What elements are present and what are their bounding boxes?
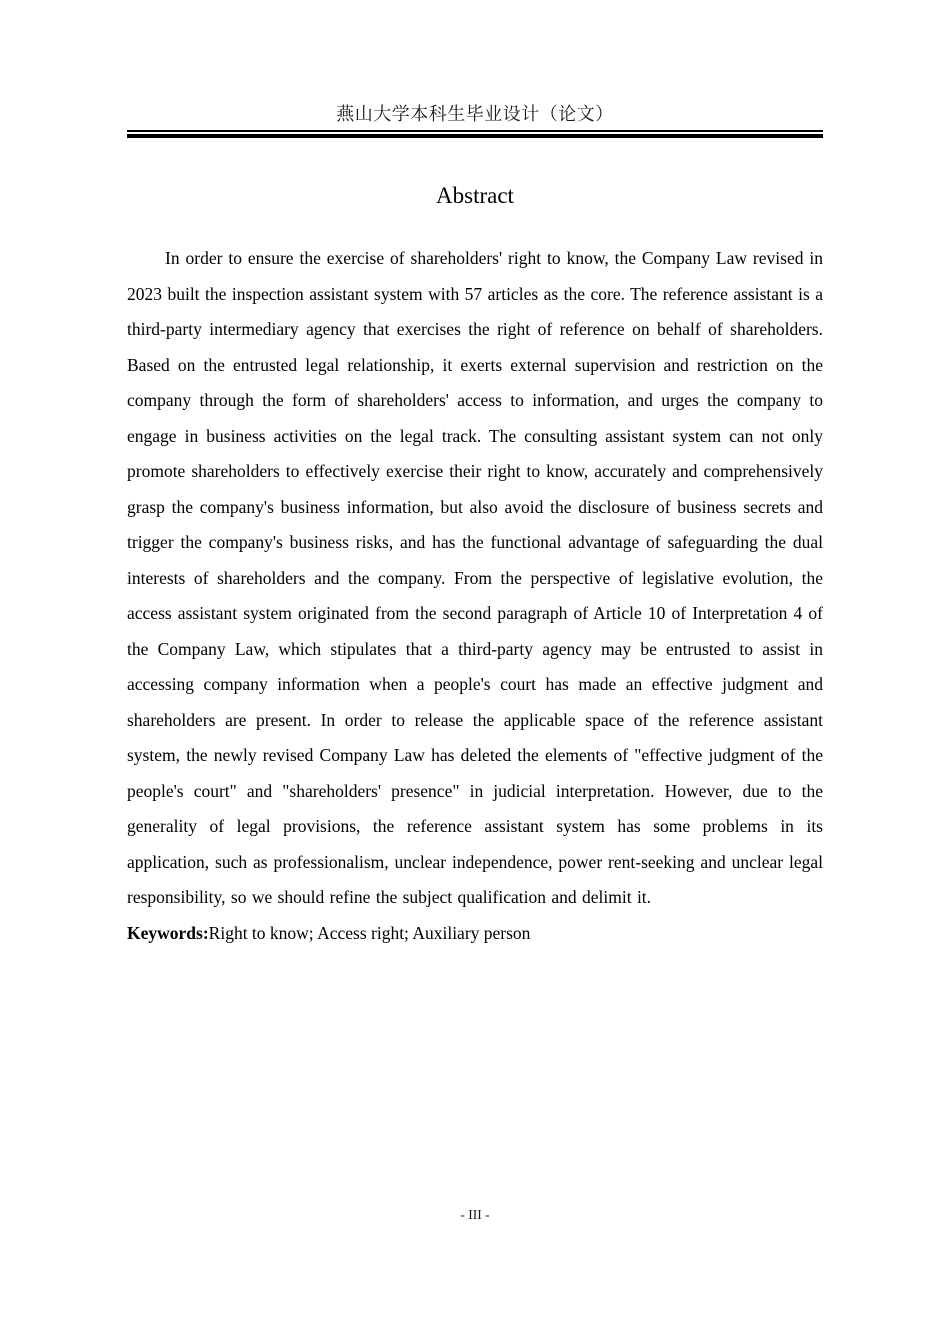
running-head: 燕山大学本科生毕业设计（论文） xyxy=(336,104,614,124)
page-title: Abstract xyxy=(436,183,514,208)
keywords-label: Keywords: xyxy=(127,922,209,943)
page-number: - III - xyxy=(460,1207,490,1222)
keywords-text: Right to know; Access right; Auxiliary person xyxy=(208,922,531,943)
header-divider-thick-line xyxy=(127,134,823,138)
header-divider xyxy=(127,130,823,138)
page-header xyxy=(127,0,823,138)
abstract-paragraph: In order to ensure the exercise of shareholders' right to know, the Company Law revised in 2023 built the inspection assistant system with 57 articles as the core. The reference assistant is a third-party intermediary agency that exercises the right of reference on behalf of shareholders. Based on the entrusted legal relationship, it exerts external supervision and restriction on the company through the form of shareholders' access to information, and urges the company to engage in business activities on the legal track. The consulting assistant system can not only promote shareholders to effectively exercise their right to know, accurately and comprehensively grasp the company's business information, but also avoid the disclosure of business secrets and trigger the company's business risks, and has the functional advantage of safeguarding the dual interests of shareholders and the company. From the perspective of legislative evolution, the access assistant system originated from the second paragraph of Article 10 of Interpretation 4 of the Company Law, which stipulates that a third-party agency may be entrusted to assist in accessing company information when a people's court has made an effective judgment and shareholders are present. In order to release the applicable space of the reference assistant system, the newly revised Company Law has deleted the elements of "effective judgment of the people's court" and "shareholders' presence" in judicial interpretation. However, due to the generality of legal provisions, the reference assistant system has some problems in its application, such as professionalism, unclear independence, power rent-seeking and unclear legal responsibility, so we should refine the subject qualification and delimit it. xyxy=(127,248,823,907)
page-footer xyxy=(0,1207,950,1223)
keywords-line xyxy=(127,916,823,952)
